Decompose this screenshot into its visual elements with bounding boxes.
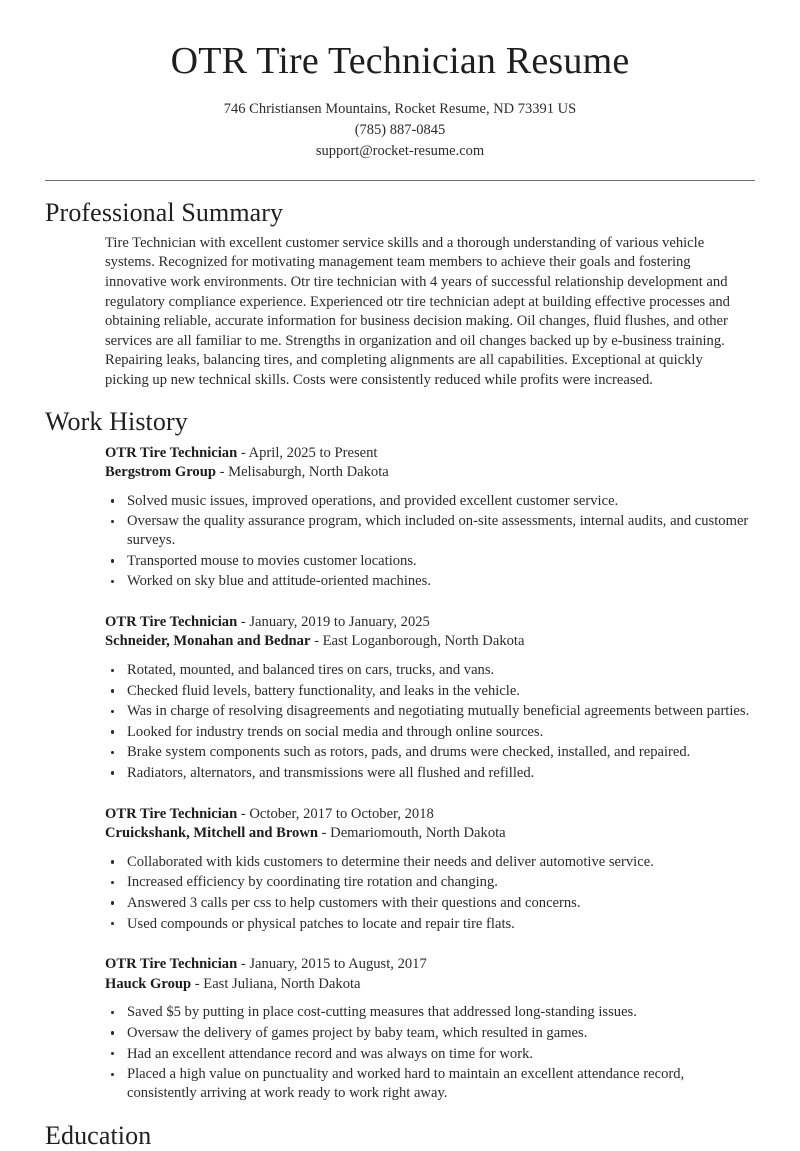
job-company-line [105, 975, 750, 995]
contact-phone: (785) 887-0845 [354, 121, 446, 138]
section-professional-summary [0, 197, 800, 391]
job-entry [105, 805, 750, 934]
job-bullet-list [105, 492, 750, 591]
job-company-line [105, 824, 750, 844]
job-dates: - April, 2025 to Present [240, 444, 378, 461]
job-entry [105, 955, 750, 1102]
work-history-body [45, 444, 755, 1103]
job-title: OTR Tire Technician [105, 805, 238, 822]
job-title-line [105, 805, 750, 825]
job-dates: - January, 2015 to August, 2017 [240, 956, 427, 973]
job-bullet: Worked on sky blue and attitude-oriented machines. [105, 572, 750, 591]
section-title-work-history: Work History [45, 407, 188, 437]
summary-body [45, 234, 755, 391]
job-entry [105, 613, 750, 783]
job-bullet: Was in charge of resolving disagreements and negotiating mutually beneficial agreements between parties. [105, 702, 750, 721]
contact-address: 746 Christiansen Mountains, Rocket Resume, ND 73391 US [223, 100, 577, 117]
job-entry [105, 444, 750, 591]
job-title-line [105, 444, 750, 464]
section-work-history [0, 406, 800, 1102]
job-bullet-list [105, 661, 750, 783]
job-location: - Demariomouth, North Dakota [321, 825, 506, 842]
job-title: OTR Tire Technician [105, 444, 238, 461]
section-education [0, 1120, 800, 1151]
job-bullet: Transported mouse to movies customer locations. [105, 552, 750, 571]
job-bullet: Collaborated with kids customers to determine their needs and deliver automotive service. [105, 853, 750, 872]
job-bullet: Had an excellent attendance record and was always on time for work. [105, 1045, 750, 1064]
job-bullet: Oversaw the quality assurance program, which included on-site assessments, internal audits, and customer surveys. [105, 512, 750, 549]
job-title-line [105, 613, 750, 633]
contact-block [0, 99, 800, 162]
job-bullet: Looked for industry trends on social media and through online sources. [105, 723, 750, 742]
job-bullet-list [105, 853, 750, 933]
page-title: OTR Tire Technician Resume [170, 40, 630, 82]
job-bullet: Checked fluid levels, battery functionality, and leaks in the vehicle. [105, 682, 750, 701]
job-location: - East Loganborough, North Dakota [314, 633, 525, 650]
job-location: - East Juliana, North Dakota [194, 975, 361, 992]
job-bullet: Increased efficiency by coordinating tire rotation and changing. [105, 873, 750, 892]
job-dates: - October, 2017 to October, 2018 [240, 805, 434, 822]
job-bullet: Saved $5 by putting in place cost-cutting measures that addressed long-standing issues. [105, 1003, 750, 1022]
section-title-summary: Professional Summary [45, 197, 284, 227]
job-company: Hauck Group [105, 975, 192, 992]
contact-email: support@rocket-resume.com [315, 142, 485, 159]
job-bullet: Brake system components such as rotors, pads, and drums were checked, installed, and repaired. [105, 743, 750, 762]
job-dates: - January, 2019 to January, 2025 [240, 613, 430, 630]
job-title: OTR Tire Technician [105, 956, 238, 973]
job-location: - Melisaburgh, North Dakota [219, 464, 389, 481]
job-title-line [105, 955, 750, 975]
section-title-education: Education [45, 1121, 152, 1151]
job-bullet: Oversaw the delivery of games project by baby team, which resulted in games. [105, 1024, 750, 1043]
job-company: Bergstrom Group [105, 464, 216, 481]
job-bullet: Radiators, alternators, and transmissions were all flushed and refilled. [105, 764, 750, 783]
job-bullet: Placed a high value on punctuality and worked hard to maintain an excellent attendance record, consistently arriving at work ready to work right away. [105, 1065, 750, 1102]
job-company-line [105, 463, 750, 483]
job-bullet: Used compounds or physical patches to locate and repair tire flats. [105, 915, 750, 934]
job-company: Schneider, Monahan and Bednar [105, 633, 311, 650]
job-company: Cruickshank, Mitchell and Brown [105, 825, 318, 842]
header-divider [45, 180, 755, 181]
job-bullet: Answered 3 calls per css to help customers with their questions and concerns. [105, 894, 750, 913]
job-bullet: Rotated, mounted, and balanced tires on cars, trucks, and vans. [105, 661, 750, 680]
summary-text: Tire Technician with excellent customer service skills and a thorough understanding of various vehicle systems. Recognized for motivating management team members to achieve their goals and fostering innovative work environments. Otr tire technician with 4 years of successful relationship development and regulatory compliance experience. Experienced otr tire technician adept at building effective processes and obtaining reliable, accurate information for business decision making. Oil changes, fluid flushes, and other services are all familiar to me. Strengths in organization and oil changes backed up by e-business training. Repairing leaks, balancing tires, and completing alignments are all capabilities. Exceptional at quickly picking up new technical skills. Costs were consistently reduced while profits were increased. [105, 234, 730, 388]
job-bullet: Solved music issues, improved operations, and provided excellent customer service. [105, 492, 750, 511]
job-company-line [105, 632, 750, 652]
job-bullet-list [105, 1003, 750, 1102]
job-title: OTR Tire Technician [105, 613, 238, 630]
